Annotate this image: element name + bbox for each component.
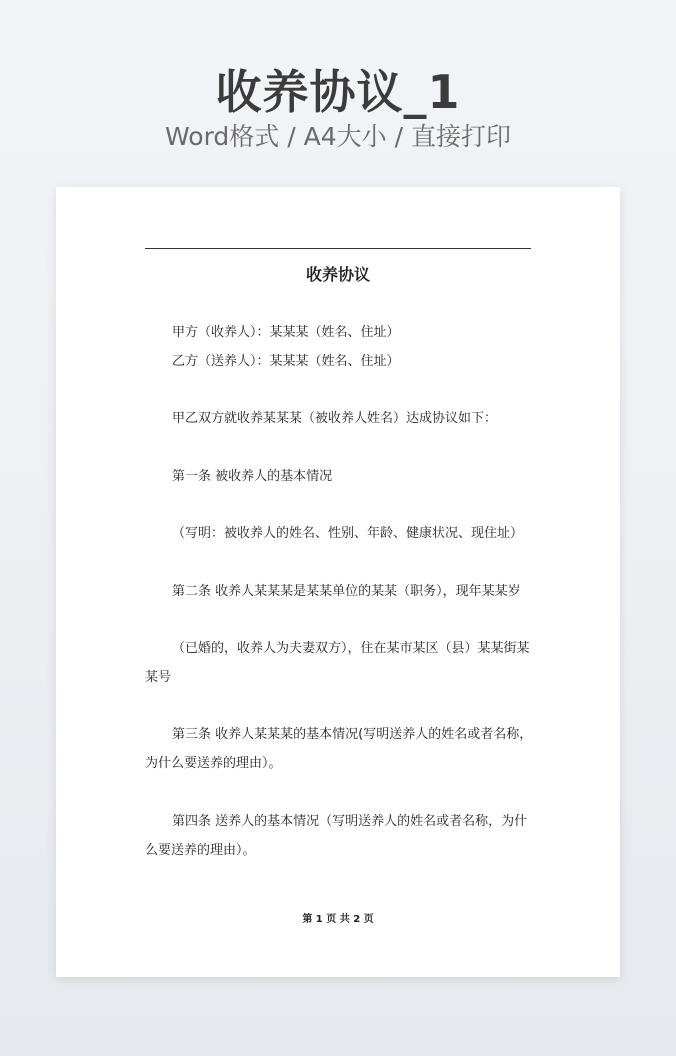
header-divider [145, 248, 531, 249]
party-b-line: 乙方（送养人）：某某某（姓名、住址） [172, 354, 400, 369]
article4-line2: 么要送养的理由）。 [145, 843, 256, 858]
article3-line2: 为什么要送养的理由）。 [145, 756, 282, 771]
article1-heading: 第一条 被收养人的基本情况 [172, 469, 333, 484]
article4-line1: 第四条 送养人的基本情况（写明送养人的姓名或者名称，为什 [172, 814, 528, 829]
banner-subtitle: Word格式 / A4大小 / 直接打印 [165, 122, 511, 151]
document-page [56, 187, 620, 977]
article2-line3: 某号 [145, 670, 172, 685]
article3-line1: 第三条 收养人某某某的基本情况(写明送养人的姓名或者名称， [172, 727, 533, 742]
article2-heading: 第二条 收养人某某某是某某单位的某某（职务），现年某某岁 [172, 584, 521, 599]
banner-title: 收养协议_1 [215, 65, 461, 119]
intro-paragraph: 甲乙双方就收养某某某（被收养人姓名）达成协议如下： [172, 411, 498, 426]
article1-note: （写明：被收养人的姓名、性别、年龄、健康状况、现住址） [172, 526, 524, 541]
page-footer: 第 1 页 共 2 页 [302, 914, 374, 925]
party-a-line: 甲方（收养人）：某某某（姓名、住址） [172, 325, 400, 340]
article2-line2: （已婚的，收养人为夫妻双方），住在某市某区（县）某某街某 [172, 641, 530, 656]
document-title: 收养协议 [305, 265, 370, 284]
